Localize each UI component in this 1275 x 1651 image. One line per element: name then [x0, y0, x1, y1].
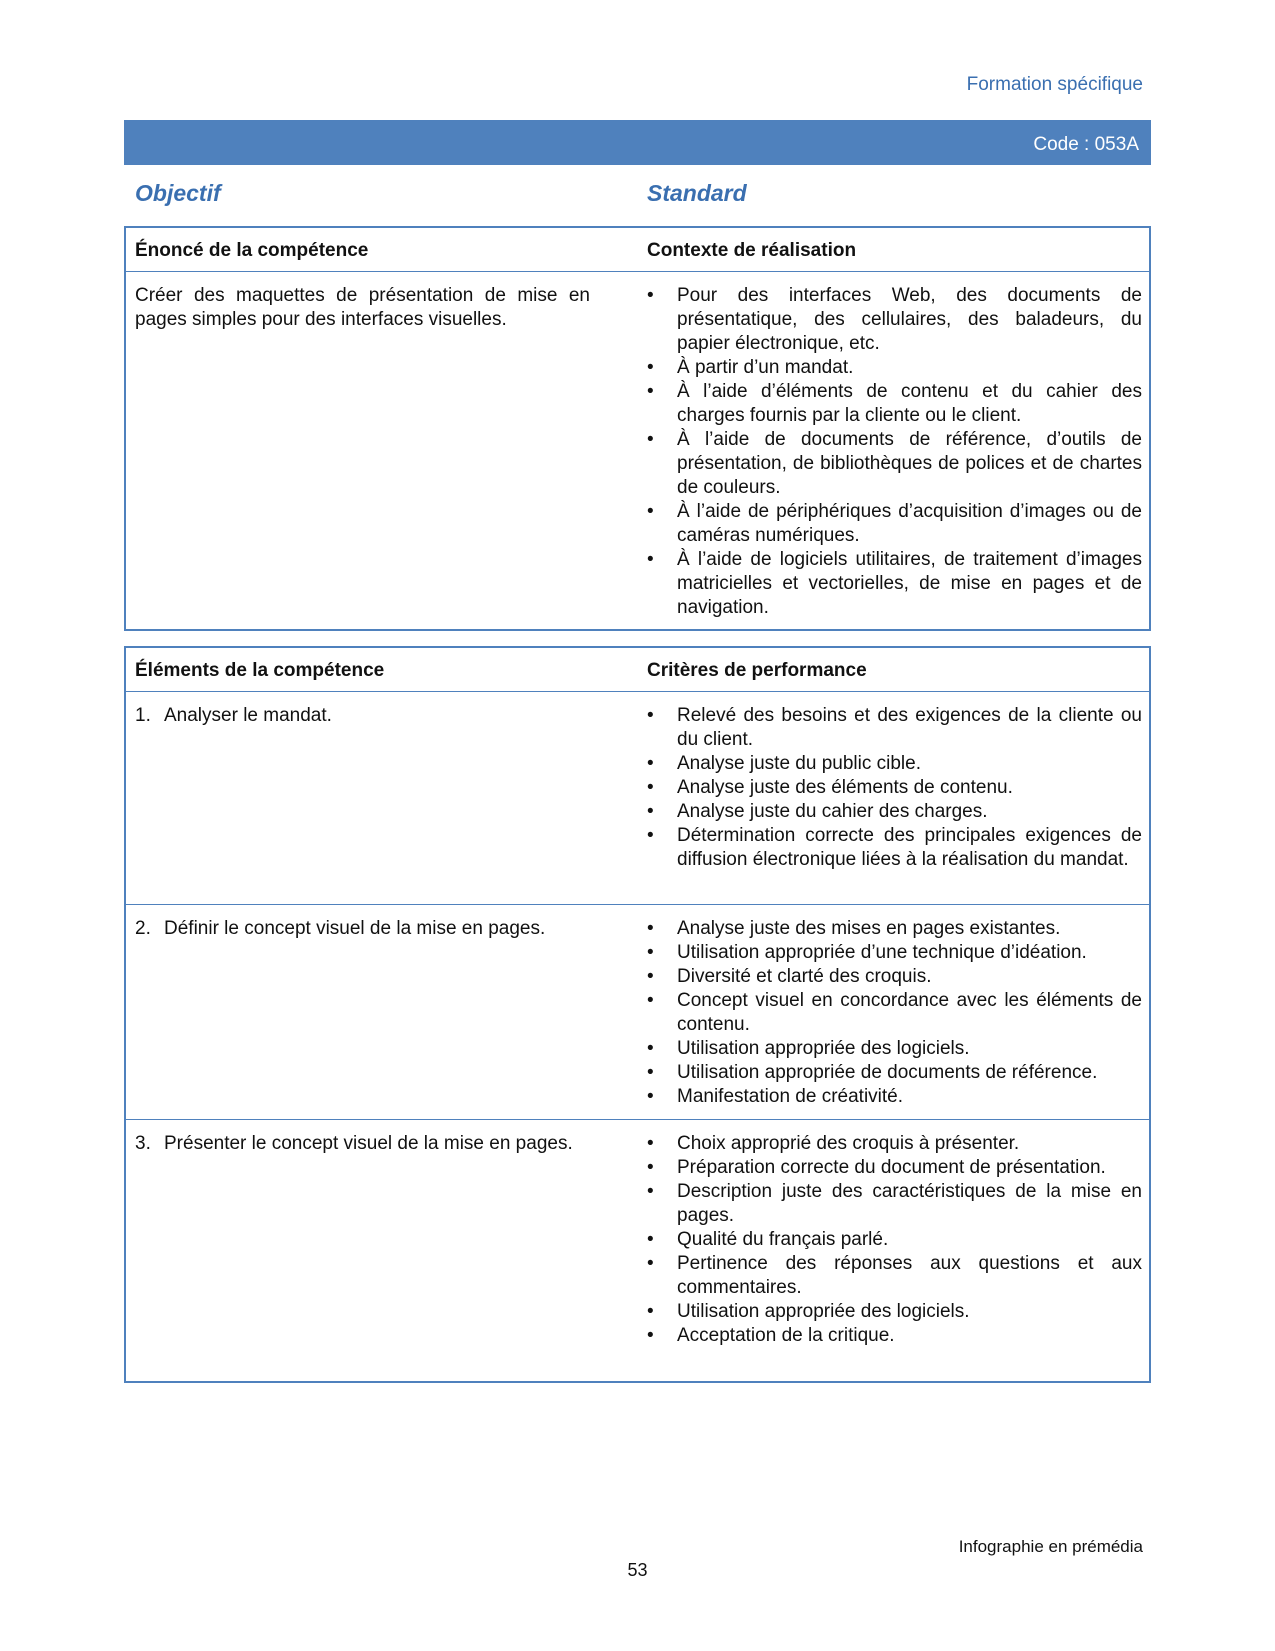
element-text	[135, 704, 590, 728]
context-cell	[647, 284, 1142, 620]
table-header	[126, 228, 1149, 272]
criteria-column-header: Critères de performance	[647, 660, 867, 681]
list-item: • Préparation correcte du document de présentation.	[647, 1156, 1142, 1180]
section-titles	[135, 180, 1145, 210]
list-item: • Concept visuel en concordance avec les éléments de contenu.	[647, 989, 1142, 1037]
table-row	[126, 272, 1149, 628]
list-item: • À partir d’un mandat.	[647, 356, 1142, 380]
list-item: • Relevé des besoins et des exigences de la cliente ou du client.	[647, 704, 1142, 752]
table-row	[126, 692, 1149, 905]
criteria-list	[647, 1132, 1142, 1348]
list-item: • Choix approprié des croquis à présenter.	[647, 1132, 1142, 1156]
criteria-list	[647, 917, 1142, 1109]
list-item: • Utilisation appropriée des logiciels.	[647, 1037, 1142, 1061]
criteria-list	[647, 704, 1142, 872]
element-number: 3.	[135, 1133, 151, 1154]
list-item: • Diversité et clarté des croquis.	[647, 965, 1142, 989]
competency-code-bar	[124, 120, 1151, 165]
criteria-cell	[647, 917, 1142, 1109]
table-row	[126, 1120, 1149, 1382]
list-item: • Pour des interfaces Web, des documents de présentatique, des cellulaires, des baladeurs, du papier électronique, etc.	[647, 284, 1142, 356]
element-number: 2.	[135, 918, 151, 939]
list-item: • Acceptation de la critique.	[647, 1324, 1142, 1348]
criteria-cell	[647, 704, 1142, 872]
element-text	[135, 1132, 590, 1156]
footer-program-name: Infographie en prémédia	[958, 1537, 1143, 1556]
objective-heading: Objectif	[135, 180, 221, 206]
list-item: • Description juste des caractéristiques de la mise en pages.	[647, 1180, 1142, 1228]
statement-column-header: Énoncé de la compétence	[135, 240, 369, 261]
list-item: • Analyse juste des mises en pages existantes.	[647, 917, 1142, 941]
list-item: • Utilisation appropriée de documents de référence.	[647, 1061, 1142, 1085]
criteria-cell	[647, 1132, 1142, 1348]
table-row	[126, 905, 1149, 1120]
list-item: • Manifestation de créativité.	[647, 1085, 1142, 1109]
element-label: Définir le concept visuel de la mise en pages.	[164, 918, 546, 939]
list-item: • Qualité du français parlé.	[647, 1228, 1142, 1252]
context-column-header: Contexte de réalisation	[647, 240, 857, 261]
page-number: 53	[627, 1560, 648, 1580]
element-label: Analyser le mandat.	[164, 705, 332, 726]
list-item: • Utilisation appropriée d’une technique d’idéation.	[647, 941, 1142, 965]
list-item: • À l’aide de documents de référence, d’outils de présentation, de bibliothèques de polices et de chartes de couleurs.	[647, 428, 1142, 500]
list-item: • Analyse juste du cahier des charges.	[647, 800, 1142, 824]
competency-statement-table	[124, 226, 1151, 631]
element-number: 1.	[135, 705, 151, 726]
program-section-label: Formation spécifique	[966, 74, 1143, 95]
competency-code: Code : 053A	[1033, 134, 1139, 155]
context-list	[647, 284, 1142, 620]
elements-column-header: Éléments de la compétence	[135, 660, 385, 681]
list-item: • À l’aide d’éléments de contenu et du cahier des charges fournis par la cliente ou le client.	[647, 380, 1142, 428]
element-text	[135, 917, 590, 941]
list-item: • Détermination correcte des principales exigences de diffusion électronique liées à la réalisation du mandat.	[647, 824, 1142, 872]
list-item: • Analyse juste du public cible.	[647, 752, 1142, 776]
element-label: Présenter le concept visuel de la mise en pages.	[164, 1133, 573, 1154]
list-item: • Utilisation appropriée des logiciels.	[647, 1300, 1142, 1324]
list-item: • À l’aide de logiciels utilitaires, de traitement d’images matricielles et vectorielles, de mise en pages et de navigation.	[647, 548, 1142, 620]
standard-heading: Standard	[647, 180, 747, 206]
table-header	[126, 648, 1149, 692]
list-item: • Analyse juste des éléments de contenu.	[647, 776, 1142, 800]
competency-statement: Créer des maquettes de présentation de mise en pages simples pour des interfaces visuelles.	[135, 285, 590, 330]
list-item: • À l’aide de périphériques d’acquisition d’images ou de caméras numériques.	[647, 500, 1142, 548]
competency-elements-table	[124, 646, 1151, 1383]
list-item: • Pertinence des réponses aux questions et aux commentaires.	[647, 1252, 1142, 1300]
